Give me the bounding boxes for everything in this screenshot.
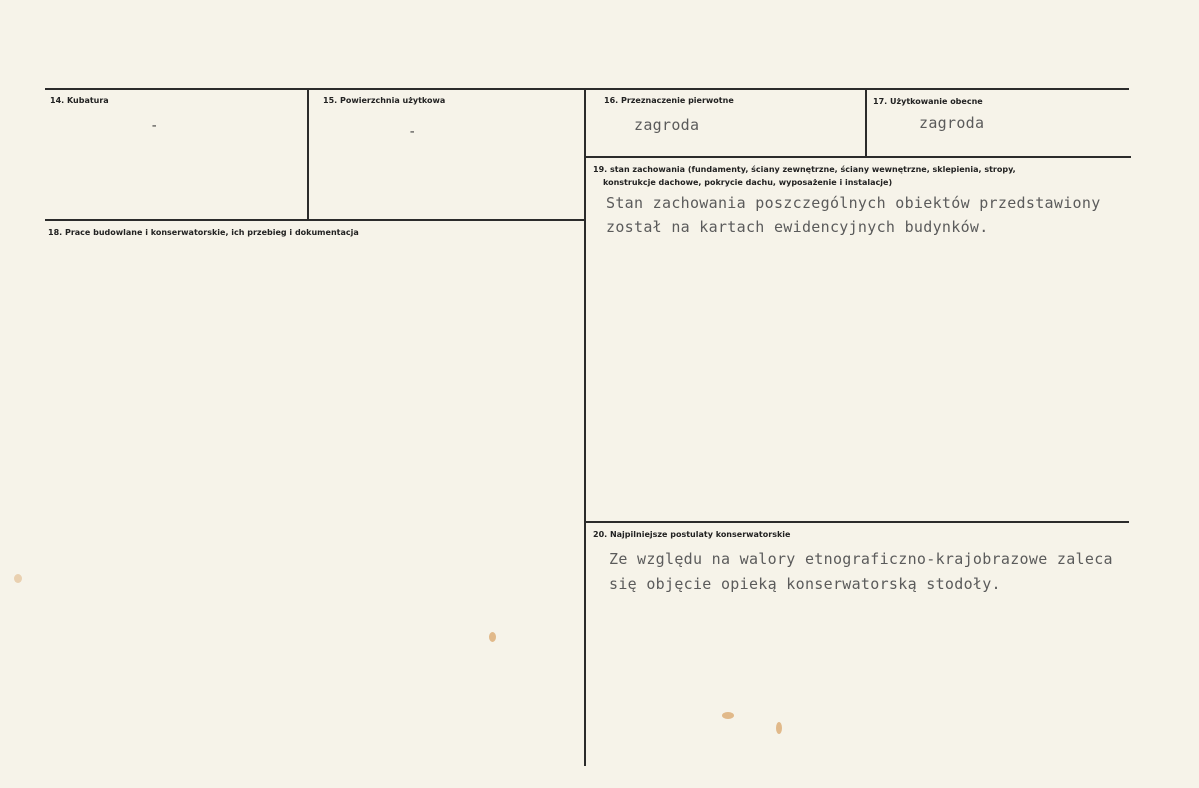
field-19-text-line2: został na kartach ewidencyjnych budynków. — [606, 218, 989, 236]
field-20-text-line1: Ze względu na walory etnograficzno-krajobrazowe zaleca — [609, 550, 1113, 568]
top-rule — [45, 88, 1129, 90]
divider-14-15 — [307, 88, 309, 220]
field-20-label: 20. Najpilniejsze postulaty konserwatorskie — [593, 530, 791, 539]
field-16-value: zagroda — [634, 116, 700, 134]
field-19-label-line1: 19. stan zachowania (fundamenty, ściany zewnętrzne, ściany wewnętrzne, sklepienia, stropy, — [593, 165, 1016, 174]
rule-under-16-17 — [586, 156, 1131, 158]
main-divider — [584, 88, 586, 766]
rule-above-20 — [586, 521, 1129, 523]
field-17-label: 17. Użytkowanie obecne — [873, 97, 983, 106]
field-19-text-line1: Stan zachowania poszczególnych obiektów przedstawiony — [606, 194, 1101, 212]
field-14-label: 14. Kubatura — [50, 96, 109, 105]
field-17-value: zagroda — [919, 114, 985, 132]
paper-stain — [489, 632, 496, 642]
paper-stain — [14, 574, 22, 583]
field-15-label: 15. Powierzchnia użytkowa — [323, 96, 446, 105]
field-14-value: - — [150, 118, 159, 134]
paper-stain — [776, 722, 782, 734]
field-15-value: - — [408, 124, 417, 140]
paper-stain — [722, 712, 734, 719]
rule-under-14-15 — [45, 219, 586, 221]
field-16-label: 16. Przeznaczenie pierwotne — [604, 96, 734, 105]
field-19-label-line2: konstrukcje dachowe, pokrycie dachu, wyposażenie i instalacje) — [603, 178, 893, 187]
divider-16-17 — [865, 88, 867, 157]
field-18-label: 18. Prace budowlane i konserwatorskie, ich przebieg i dokumentacja — [48, 228, 359, 237]
field-20-text-line2: się objęcie opieką konserwatorską stodoły. — [609, 575, 1001, 593]
